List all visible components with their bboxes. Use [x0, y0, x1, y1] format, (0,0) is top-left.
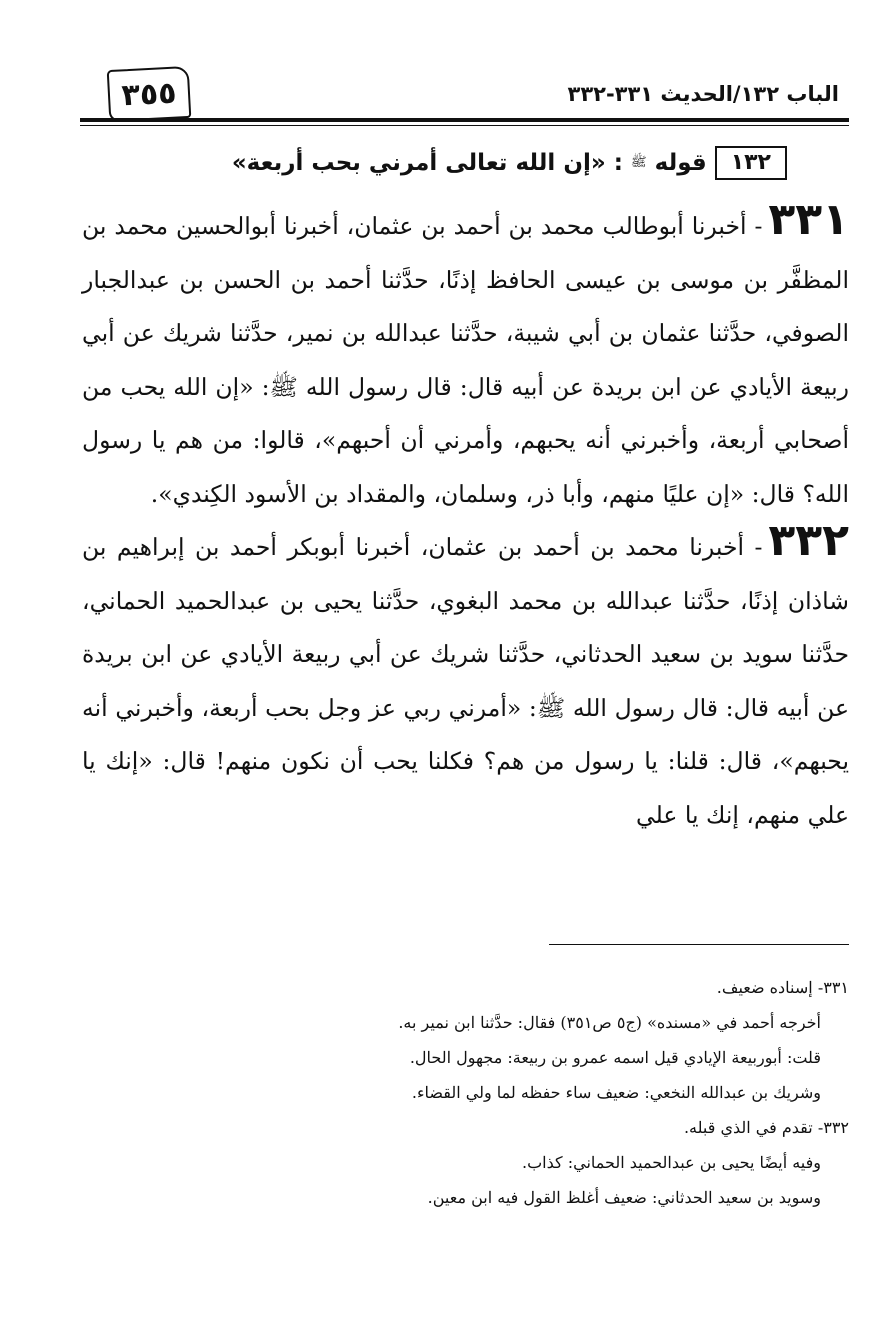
- hadith-text: - أخبرنا محمد بن أحمد بن عثمان، أخبرنا أبوبكر أحمد بن إبراهيم بن شاذان إذنًا، حدَّثنا عبدالله بن محمد البغوي، حدَّثنا يحيى بن عبدالحميد الحماني، حدَّثنا سويد بن سعيد الحدثاني، حدَّثنا شريك عن أبي ربيعة الأيادي عن ابن بريدة عن أبيه قال: قال رسول الله ﷺ: «أمرني ربي عز وجل بحب أربعة، وأخبرني أنه يحبهم»، قال: قلنا: يا رسول من هم؟ فكلنا يحب أن نكون منهم! قال: «إنك يا علي منهم، إنك يا علي: [82, 533, 849, 829]
- footnote-line: وفيه أيضًا يحيى بن عبدالحميد الحماني: كذاب.: [522, 1153, 821, 1172]
- footnote-separator: [549, 944, 849, 945]
- section-title: : «إن الله تعالى أمرني بحب أربعة»: [231, 150, 623, 176]
- hadith-paragraph: [82, 515, 849, 842]
- header-rule-thin: [80, 125, 849, 126]
- hadith-text: - أخبرنا أبوطالب محمد بن أحمد بن عثمان، أخبرنا أبوالحسين محمد بن المظفَّر بن موسى بن عيسى الحافظ إذنًا، حدَّثنا أحمد بن الحسن بن عبدالجبار الصوفي، حدَّثنا عثمان بن أبي شيبة، حدَّثنا عبدالله بن نمير، حدَّثنا شريك عن أبي ربيعة الأيادي عن ابن بريدة عن أبيه قال: قال رسول الله ﷺ: «إن الله يحب من أصحابي أربعة، وأخبرني أنه يحبهم، وأمرني أن أحبهم»، قالوا: من هم يا رسول الله؟ قال: «إن عليًا منهم، وأبا ذر، وسلمان، والمقداد بن الأسود الكِندي».: [82, 212, 849, 508]
- footnote-line: ٣٣٢- تقدم في الذي قبله.: [683, 1118, 849, 1137]
- hadith-paragraph: [82, 194, 849, 521]
- section-heading: [140, 146, 787, 180]
- footnote-line: وسويد بن سعيد الحدثاني: ضعيف أغلظ القول فيه ابن معين.: [427, 1188, 821, 1207]
- page-header: [80, 75, 849, 118]
- running-title: الباب ١٣٢/الحديث ٣٣١-٣٣٢: [567, 82, 839, 106]
- hadith-number: ٣٣١: [768, 194, 849, 245]
- page-number: ٣٥٥: [107, 66, 192, 122]
- section-number: ١٣٢: [715, 146, 787, 180]
- salawat-glyph: ﷺ: [630, 154, 647, 170]
- hadith-body: [82, 194, 849, 842]
- header-rule-thick: [80, 118, 849, 122]
- footnote-line: ٣٣١- إسناده ضعيف.: [716, 978, 849, 997]
- footnotes: [82, 970, 849, 1215]
- section-title-prefix: قوله: [654, 150, 707, 176]
- hadith-number: ٣٣٢: [768, 515, 849, 566]
- footnote-line: قلت: أبوربيعة الإيادي قيل اسمه عمرو بن ربيعة: مجهول الحال.: [409, 1048, 821, 1067]
- footnote-line: أخرجه أحمد في «مسنده» (ج٥ ص٣٥١) فقال: حدَّثنا ابن نمير به.: [398, 1013, 821, 1032]
- footnote-line: وشريك بن عبدالله النخعي: ضعيف ساء حفظه لما ولي القضاء.: [411, 1083, 821, 1102]
